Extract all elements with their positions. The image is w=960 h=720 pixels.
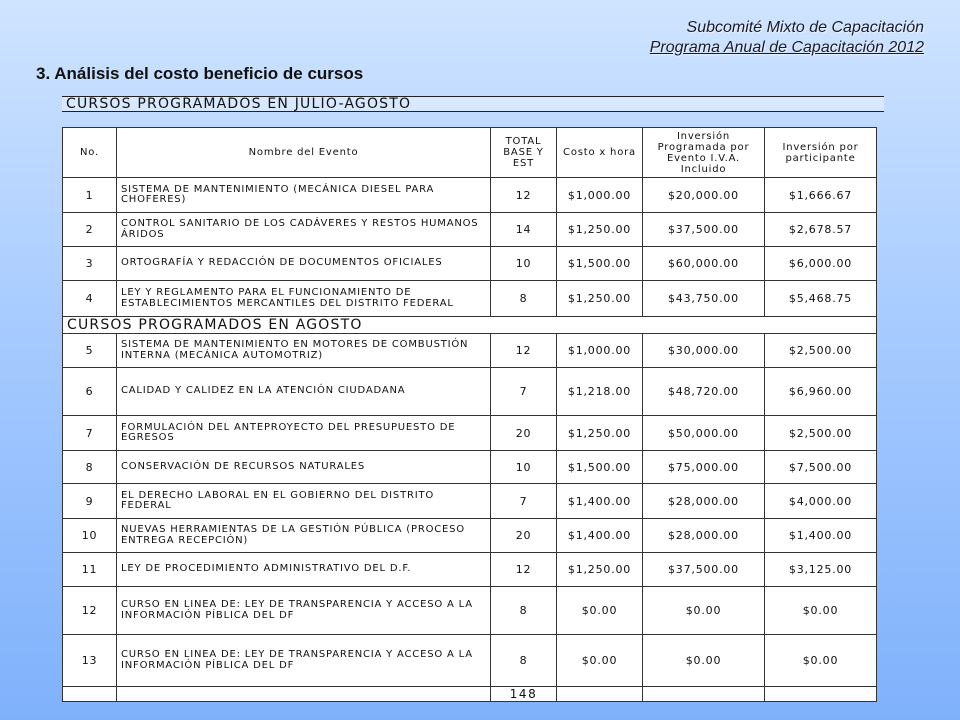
row-total: 8	[491, 587, 557, 635]
program-name: Programa Anual de Capacitación 2012	[649, 39, 924, 56]
row-cost: $1,250.00	[557, 416, 643, 451]
row-investment: $43,750.00	[643, 281, 765, 317]
row-name: EL DERECHO LABORAL EN EL GOBIERNO DEL DISTRITO FEDERAL	[117, 484, 491, 519]
col-header-total: TOTAL BASE Y EST	[491, 128, 557, 178]
row-total: 14	[491, 213, 557, 247]
col-header-investment: Inversión Programada por Evento I.V.A. Incluido	[643, 128, 765, 178]
table-row	[63, 519, 877, 553]
row-per-participant: $6,960.00	[765, 368, 877, 416]
total-row-investment-empty	[643, 687, 765, 702]
row-name: SISTEMA DE MANTENIMIENTO (MECÁNICA DIESEL PARA CHOFERES)	[117, 178, 491, 213]
table-row	[63, 281, 877, 317]
document-header	[650, 18, 924, 58]
row-investment: $48,720.00	[643, 368, 765, 416]
row-per-participant: $3,125.00	[765, 553, 877, 587]
row-no: 4	[63, 281, 117, 317]
row-total: 20	[491, 519, 557, 553]
table-row	[63, 368, 877, 416]
row-no: 12	[63, 587, 117, 635]
row-cost: $1,500.00	[557, 247, 643, 281]
row-total: 7	[491, 484, 557, 519]
row-investment: $37,500.00	[643, 553, 765, 587]
row-total: 12	[491, 553, 557, 587]
total-row-cost-empty	[557, 687, 643, 702]
row-cost: $0.00	[557, 635, 643, 687]
section-band-august: CURSOS PROGRAMADOS EN AGOSTO	[63, 317, 877, 334]
row-no: 3	[63, 247, 117, 281]
row-no: 5	[63, 334, 117, 368]
row-investment: $37,500.00	[643, 213, 765, 247]
row-total: 8	[491, 281, 557, 317]
row-investment: $60,000.00	[643, 247, 765, 281]
section-band-july-august: CURSOS PROGRAMADOS EN JULIO-AGOSTO	[62, 96, 884, 112]
row-investment: $20,000.00	[643, 178, 765, 213]
row-cost: $0.00	[557, 587, 643, 635]
row-no: 13	[63, 635, 117, 687]
table-row	[63, 416, 877, 451]
row-cost: $1,000.00	[557, 178, 643, 213]
grand-total: 148	[491, 687, 557, 702]
committee-name: Subcomité Mixto de Capacitación	[686, 19, 924, 36]
row-total: 10	[491, 451, 557, 484]
table-header-row	[63, 128, 877, 178]
row-investment: $30,000.00	[643, 334, 765, 368]
courses-table	[62, 127, 877, 702]
row-no: 2	[63, 213, 117, 247]
row-investment: $75,000.00	[643, 451, 765, 484]
row-cost: $1,000.00	[557, 334, 643, 368]
total-row-per-empty	[765, 687, 877, 702]
row-name: NUEVAS HERRAMIENTAS DE LA GESTIÓN PÚBLICA (PROCESO ENTREGA RECEPCIÓN)	[117, 519, 491, 553]
row-investment: $50,000.00	[643, 416, 765, 451]
row-per-participant: $1,666.67	[765, 178, 877, 213]
table-row	[63, 635, 877, 687]
row-cost: $1,250.00	[557, 213, 643, 247]
row-cost: $1,500.00	[557, 451, 643, 484]
row-name: FORMULACIÓN DEL ANTEPROYECTO DEL PRESUPUESTO DE EGRESOS	[117, 416, 491, 451]
row-total: 10	[491, 247, 557, 281]
table-row	[63, 178, 877, 213]
row-total: 8	[491, 635, 557, 687]
row-no: 10	[63, 519, 117, 553]
row-investment: $0.00	[643, 635, 765, 687]
row-total: 20	[491, 416, 557, 451]
row-per-participant: $1,400.00	[765, 519, 877, 553]
table-row	[63, 213, 877, 247]
row-name: CONSERVACIÓN DE RECURSOS NATURALES	[117, 451, 491, 484]
col-header-no: No.	[63, 128, 117, 178]
row-name: LEY DE PROCEDIMIENTO ADMINISTRATIVO DEL D.F.	[117, 553, 491, 587]
table-row	[63, 484, 877, 519]
total-row	[63, 687, 877, 702]
col-header-cost: Costo x hora	[557, 128, 643, 178]
row-no: 6	[63, 368, 117, 416]
row-cost: $1,250.00	[557, 553, 643, 587]
table-row	[63, 587, 877, 635]
row-per-participant: $5,468.75	[765, 281, 877, 317]
row-total: 12	[491, 178, 557, 213]
row-no: 8	[63, 451, 117, 484]
row-investment: $28,000.00	[643, 519, 765, 553]
table-row	[63, 247, 877, 281]
row-per-participant: $6,000.00	[765, 247, 877, 281]
section-band-august-row	[63, 317, 877, 334]
row-name: SISTEMA DE MANTENIMIENTO EN MOTORES DE COMBUSTIÓN INTERNA (MECÁNICA AUTOMOTRIZ)	[117, 334, 491, 368]
row-per-participant: $2,500.00	[765, 416, 877, 451]
row-cost: $1,400.00	[557, 519, 643, 553]
total-row-no-empty	[63, 687, 117, 702]
table-row	[63, 451, 877, 484]
row-total: 7	[491, 368, 557, 416]
row-per-participant: $7,500.00	[765, 451, 877, 484]
row-name: CALIDAD Y CALIDEZ EN LA ATENCIÓN CIUDADANA	[117, 368, 491, 416]
row-no: 9	[63, 484, 117, 519]
row-name: CURSO EN LINEA DE: LEY DE TRANSPARENCIA Y ACCESO A LA INFORMACIÓN PÍBLICA DEL DF	[117, 587, 491, 635]
row-no: 1	[63, 178, 117, 213]
row-investment: $0.00	[643, 587, 765, 635]
row-name: CONTROL SANITARIO DE LOS CADÁVERES Y RESTOS HUMANOS ÁRIDOS	[117, 213, 491, 247]
row-cost: $1,218.00	[557, 368, 643, 416]
row-no: 7	[63, 416, 117, 451]
row-name: ORTOGRAFÍA Y REDACCIÓN DE DOCUMENTOS OFICIALES	[117, 247, 491, 281]
row-name: LEY Y REGLAMENTO PARA EL FUNCIONAMIENTO DE ESTABLECIMIENTOS MERCANTILES DEL DISTRITO FEDERAL	[117, 281, 491, 317]
row-name: CURSO EN LINEA DE: LEY DE TRANSPARENCIA Y ACCESO A LA INFORMACIÓN PÍBLICA DEL DF	[117, 635, 491, 687]
total-row-name-empty	[117, 687, 491, 702]
row-cost: $1,250.00	[557, 281, 643, 317]
col-header-per-participant: Inversión por participante	[765, 128, 877, 178]
row-per-participant: $2,678.57	[765, 213, 877, 247]
row-per-participant: $0.00	[765, 635, 877, 687]
row-no: 11	[63, 553, 117, 587]
table-row	[63, 334, 877, 368]
section-title: 3. Análisis del costo beneficio de cursos	[36, 64, 364, 83]
row-per-participant: $2,500.00	[765, 334, 877, 368]
row-investment: $28,000.00	[643, 484, 765, 519]
col-header-name: Nombre del Evento	[117, 128, 491, 178]
row-per-participant: $4,000.00	[765, 484, 877, 519]
row-cost: $1,400.00	[557, 484, 643, 519]
table-row	[63, 553, 877, 587]
row-per-participant: $0.00	[765, 587, 877, 635]
row-total: 12	[491, 334, 557, 368]
